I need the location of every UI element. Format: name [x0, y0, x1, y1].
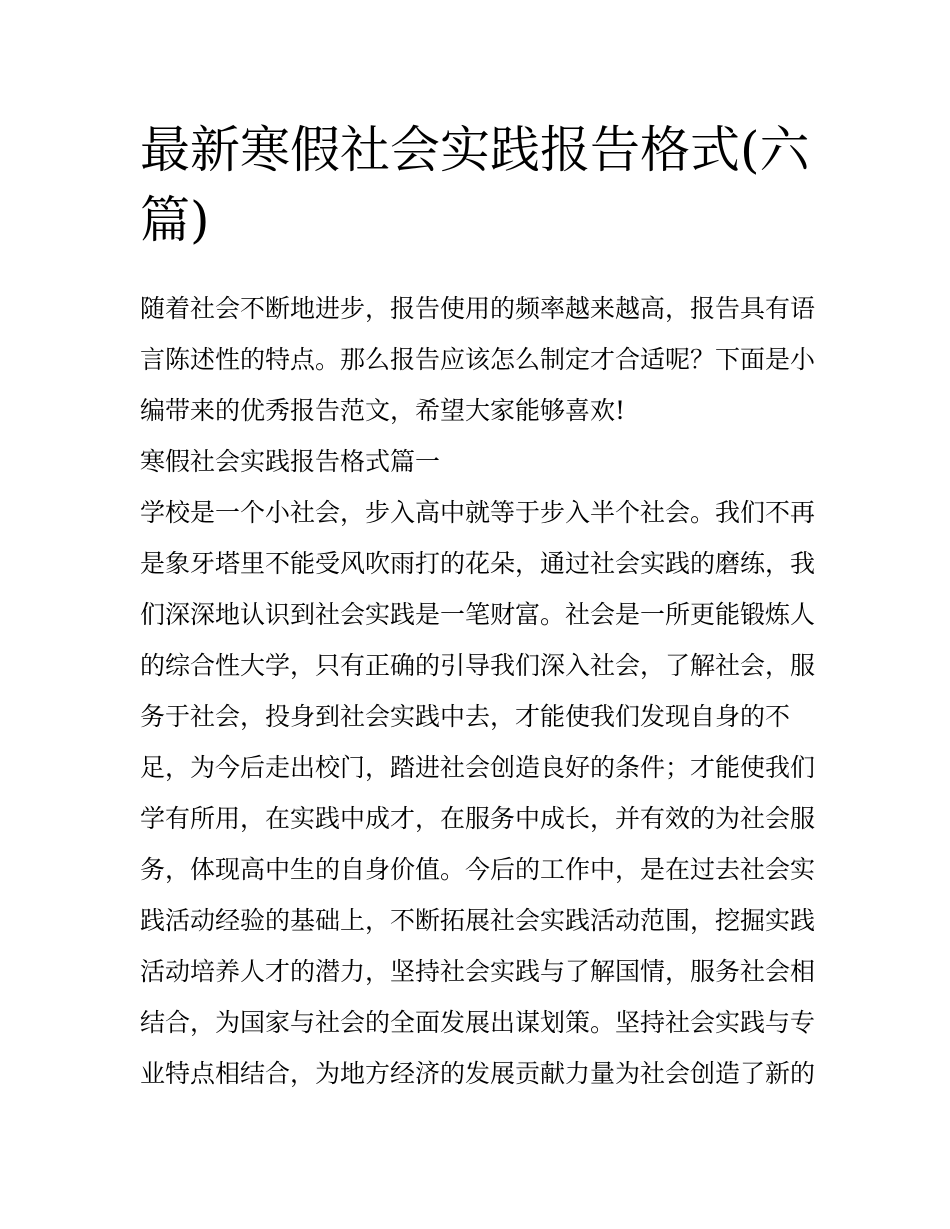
body-line: 务于社会，投身到社会实践中去，才能使我们发现自身的不	[140, 702, 791, 731]
intro-line: 编带来的优秀报告范文，希望大家能够喜欢!	[140, 396, 626, 425]
section-heading: 寒假社会实践报告格式篇一	[140, 447, 441, 476]
title-line: 篇)	[140, 191, 210, 249]
intro-line: 言陈述性的特点。那么报告应该怎么制定才合适呢？下面是小	[140, 345, 816, 374]
body-line: 践活动经验的基础上，不断拓展社会实践活动范围，挖掘实践	[140, 906, 816, 935]
body-line: 的综合性大学，只有正确的引导我们深入社会，了解社会，服	[140, 651, 816, 680]
title-line: 最新寒假社会实践报告格式(六	[140, 121, 810, 179]
body-line: 业特点相结合，为地方经济的发展贡献力量为社会创造了新的	[140, 1059, 816, 1088]
body-line: 学有所用，在实践中成才，在服务中成长，并有效的为社会服	[140, 804, 816, 833]
document-body	[140, 283, 830, 1099]
body-line: 活动培养人才的潜力，坚持社会实践与了解国情，服务社会相	[140, 957, 816, 986]
intro-line: 随着社会不断地进步，报告使用的频率越来越高，报告具有语	[140, 294, 816, 323]
body-line: 足，为今后走出校门，踏进社会创造良好的条件；才能使我们	[140, 753, 816, 782]
body-line: 们深深地认识到社会实践是一笔财富。社会是一所更能锻炼人	[140, 600, 816, 629]
body-line: 学校是一个小社会，步入高中就等于步入半个社会。我们不再	[140, 498, 816, 527]
document-title	[140, 115, 820, 255]
body-line: 务，体现高中生的自身价值。今后的工作中，是在过去社会实	[140, 855, 816, 884]
body-line: 结合，为国家与社会的全面发展出谋划策。坚持社会实践与专	[140, 1008, 816, 1037]
body-line: 是象牙塔里不能受风吹雨打的花朵，通过社会实践的磨练，我	[140, 549, 816, 578]
